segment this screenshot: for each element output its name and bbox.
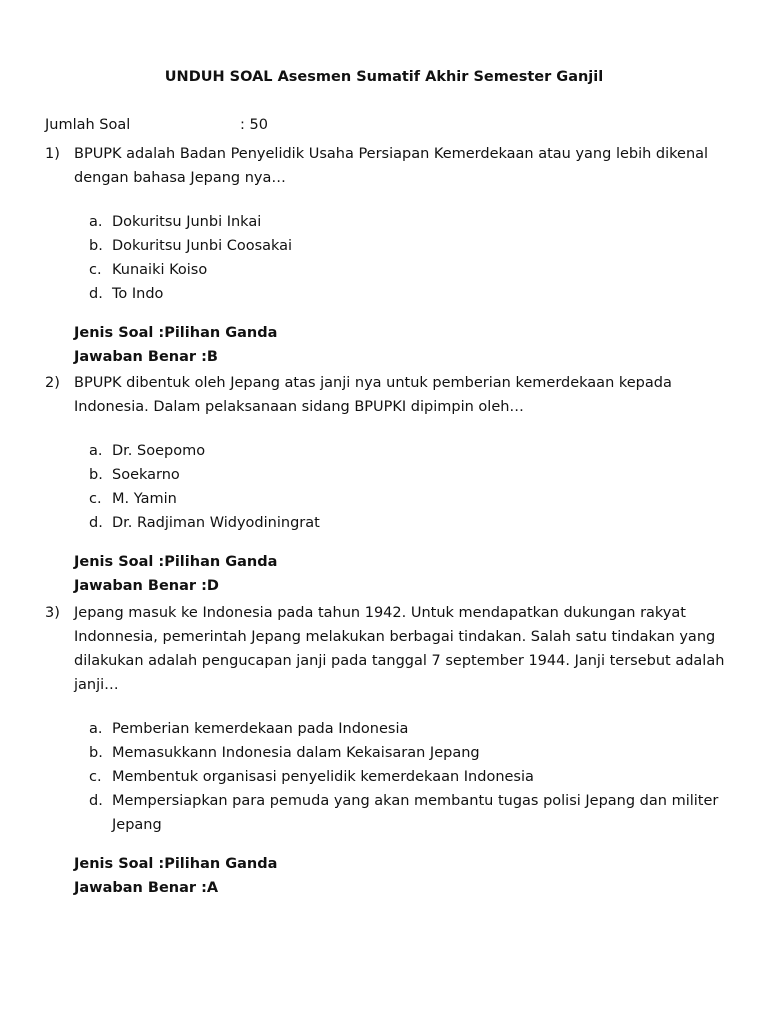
option-letter: a. <box>89 443 103 459</box>
option-text: Dr. Soepomo <box>112 443 206 459</box>
option-text: Mempersiapkan para pemuda yang akan membantu tugas polisi Jepang dan militer Jepang <box>112 793 719 833</box>
question-type: Jenis Soal :Pilihan Ganda <box>74 856 278 872</box>
correct-answer: Jawaban Benar :A <box>74 880 219 896</box>
option-c <box>89 765 725 789</box>
option-text: To Indo <box>112 286 164 302</box>
question-count-value: : 50 <box>240 117 268 133</box>
question-type: Jenis Soal :Pilihan Ganda <box>74 325 278 341</box>
option-d <box>89 789 725 837</box>
question-count-label: Jumlah Soal <box>45 117 131 133</box>
option-b <box>89 234 725 258</box>
option-text: Soekarno <box>112 467 180 483</box>
option-letter: d. <box>89 286 103 302</box>
option-b <box>89 741 725 765</box>
document-title: UNDUH SOAL Asesmen Sumatif Akhir Semester Ganjil <box>164 69 604 85</box>
question-text: BPUPK adalah Badan Penyelidik Usaha Persiapan Kemerdekaan atau yang lebih dikenal dengan bahasa Jepang nya… <box>74 146 709 186</box>
option-c <box>89 487 725 511</box>
answer-block <box>74 852 725 900</box>
option-text: Memasukkann Indonesia dalam Kekaisaran Jepang <box>112 745 480 761</box>
answer-block <box>74 321 725 369</box>
question-number: 2) <box>45 375 60 391</box>
option-text: Kunaiki Koiso <box>112 262 208 278</box>
question-number: 1) <box>45 146 60 162</box>
option-letter: a. <box>89 214 103 230</box>
option-text: Dr. Radjiman Widyodiningrat <box>112 515 320 531</box>
option-d <box>89 282 725 306</box>
question-text: BPUPK dibentuk oleh Jepang atas janji nya untuk pemberian kemerdekaan kepada Indonesia. Dalam pelaksanaan sidang BPUPKI dipimpin oleh… <box>74 375 672 415</box>
option-text: Dokuritsu Junbi Inkai <box>112 214 262 230</box>
question-2 <box>45 371 725 598</box>
option-a <box>89 717 725 741</box>
option-a <box>89 439 725 463</box>
option-list <box>89 210 725 306</box>
option-letter: c. <box>89 262 102 278</box>
option-letter: b. <box>89 238 103 254</box>
question-1 <box>45 142 725 369</box>
question-number: 3) <box>45 605 60 621</box>
option-list <box>89 439 725 535</box>
question-type: Jenis Soal :Pilihan Ganda <box>74 554 278 570</box>
correct-answer: Jawaban Benar :D <box>74 578 219 594</box>
option-letter: d. <box>89 515 103 531</box>
answer-block <box>74 550 725 598</box>
correct-answer: Jawaban Benar :B <box>74 349 218 365</box>
question-text: Jepang masuk ke Indonesia pada tahun 1942. Untuk mendapatkan dukungan rakyat Indonnesia, pemerintah Jepang melakukan berbagai tindakan. Salah satu tindakan yang dilakukan adalah pengucapan janji pada tanggal 7 september 1944. Janji tersebut adalah janji… <box>74 605 725 693</box>
question-3 <box>45 601 725 900</box>
option-text: Membentuk organisasi penyelidik kemerdekaan Indonesia <box>112 769 534 785</box>
option-text: Pemberian kemerdekaan pada Indonesia <box>112 721 409 737</box>
option-letter: c. <box>89 491 102 507</box>
option-letter: b. <box>89 745 103 761</box>
option-letter: c. <box>89 769 102 785</box>
option-list <box>89 717 725 837</box>
option-b <box>89 463 725 487</box>
option-letter: b. <box>89 467 103 483</box>
option-c <box>89 258 725 282</box>
option-letter: a. <box>89 721 103 737</box>
option-text: M. Yamin <box>112 491 177 507</box>
question-count <box>45 115 268 135</box>
option-d <box>89 511 725 535</box>
option-letter: d. <box>89 793 103 809</box>
option-a <box>89 210 725 234</box>
option-text: Dokuritsu Junbi Coosakai <box>112 238 293 254</box>
